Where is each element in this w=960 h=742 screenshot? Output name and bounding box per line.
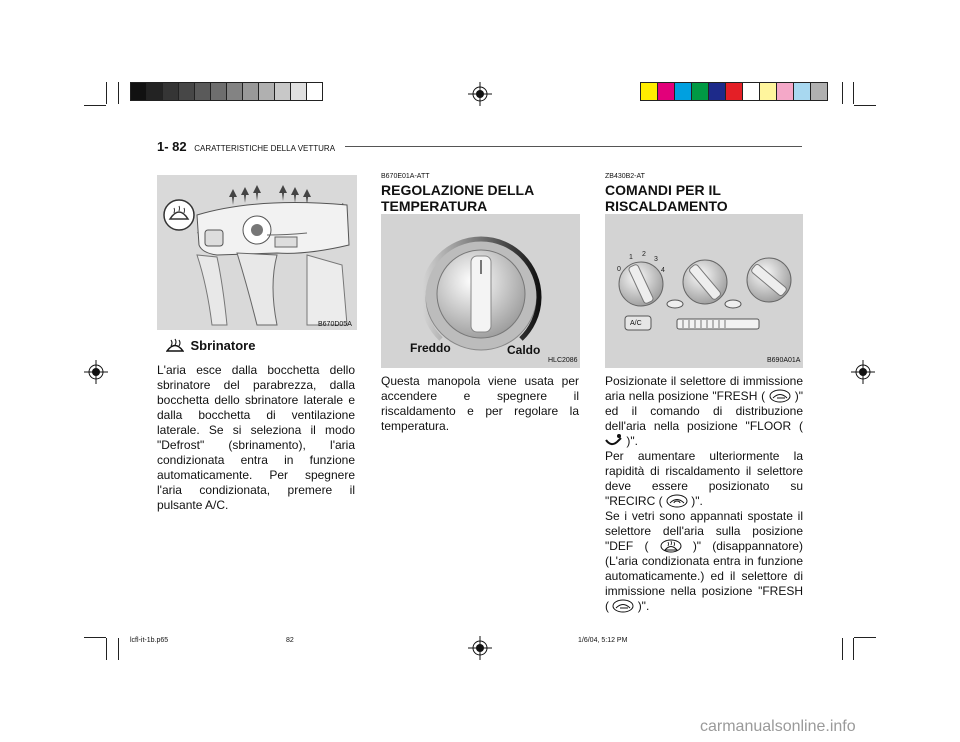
defrost-paragraph: L'aria esce dalla bocchetta dello sbrinatore del parabrezza, dalla bocchetta dello sbrinatore laterale e dalla bocchetta di ventilazione laterale. Se si seleziona il modo "Defrost" (sbrinamento), l'aria condizionata entra in funzione automaticamente. Per spegnere l'aria condizionata, premere il pulsante A/C. [157, 363, 355, 512]
gray-swatch [274, 82, 291, 101]
crop-mark [84, 105, 106, 106]
fresh-air-icon [769, 389, 791, 403]
heating-text-3b: )" (disappannatore) (L'aria condizionata entra in funzione automaticamente.) ed il selettore di immissione nella posizione "FRESH ( [605, 539, 803, 613]
gray-swatch [130, 82, 147, 101]
defrost-heading-text: Sbrinatore [190, 338, 256, 353]
temperature-heading: REGOLAZIONE DELLA TEMPERATURA [381, 182, 534, 214]
gray-swatch [226, 82, 243, 101]
footer-page: 82 [286, 637, 294, 644]
registration-mark-icon [84, 360, 108, 384]
heating-paragraph [605, 374, 803, 614]
color-swatch [640, 82, 658, 101]
gray-swatch [242, 82, 259, 101]
crop-mark [84, 637, 106, 638]
dashboard-illustration [157, 175, 357, 330]
gray-swatch [258, 82, 275, 101]
gray-swatch [162, 82, 179, 101]
color-swatch [759, 82, 777, 101]
color-swatch [793, 82, 811, 101]
svg-text:4: 4 [661, 267, 665, 274]
fresh-air-icon [612, 599, 634, 613]
color-swatch [776, 82, 794, 101]
watermark: carmanualsonline.info [700, 718, 856, 735]
heating-controls-illustration [605, 214, 803, 368]
crop-mark [854, 637, 876, 638]
figure-code: HLC2086 [548, 357, 578, 364]
figure-code: B670D05A [318, 321, 352, 328]
defrost-icon [660, 539, 682, 553]
gray-swatch [306, 82, 323, 101]
heating-text-2a: Per aumentare ulteriormente la rapidità di riscaldamento il selettore deve essere posizionato su "RECIRC ( [605, 449, 803, 508]
color-swatch [810, 82, 828, 101]
page-header [157, 139, 335, 154]
heating-text-3a: Se i vetri sono appannati spostate il selettore dell'aria sulla posizione "DEF ( [605, 509, 803, 553]
registration-mark-icon [468, 82, 492, 106]
heating-controls-heading: COMANDI PER IL RISCALDAMENTO [605, 182, 728, 214]
crop-mark [118, 638, 119, 660]
footer-date: 1/6/04, 5:12 PM [578, 637, 628, 644]
color-swatch [657, 82, 675, 101]
heating-text-1a: Posizionate il selettore di immissione aria nella posizione "FRESH ( [605, 374, 803, 403]
crop-mark [118, 82, 119, 104]
header-rule [345, 146, 802, 147]
section-code: B670E01A-ATT [381, 173, 430, 180]
color-swatch [691, 82, 709, 101]
section-code: ZB430B2-AT [605, 173, 645, 180]
section-title: CARATTERISTICHE DELLA VETTURA [194, 144, 336, 153]
crop-mark [854, 105, 876, 106]
heating-text-3c: )". [637, 599, 650, 613]
registration-mark-icon [851, 360, 875, 384]
color-swatch [674, 82, 692, 101]
crop-mark [842, 82, 843, 104]
gray-swatch [290, 82, 307, 101]
heating-controls-figure [605, 214, 803, 368]
crop-mark [106, 638, 107, 660]
gray-swatch [194, 82, 211, 101]
heating-text-1c: )". [626, 434, 638, 448]
temperature-paragraph: Questa manopola viene usata per accendere e spegnere il riscaldamento e per regolare la temperatura. [381, 374, 579, 433]
gray-swatch [178, 82, 195, 101]
figure-code: B690A01A [767, 357, 801, 364]
color-swatch [742, 82, 760, 101]
gray-swatch [210, 82, 227, 101]
hot-label: Caldo [507, 343, 541, 357]
defrost-heading [166, 337, 255, 355]
ac-button-label: A/C [630, 320, 642, 327]
gray-swatch [146, 82, 163, 101]
dashboard-figure [157, 175, 357, 330]
color-swatch [725, 82, 743, 101]
cold-label: Freddo [410, 341, 451, 355]
heating-text-1b: )" ed il comando di distribuzione dell'aria nella posizione "FLOOR ( [605, 389, 803, 433]
crop-mark [842, 638, 843, 660]
crop-mark [106, 82, 107, 104]
heating-text-2b: )". [691, 494, 703, 508]
svg-text:1: 1 [629, 254, 633, 261]
crop-mark [853, 82, 854, 104]
svg-text:0: 0 [617, 266, 621, 273]
svg-text:2: 2 [642, 251, 646, 258]
registration-mark-icon [468, 636, 492, 660]
defrost-icon [166, 338, 184, 352]
crop-mark [853, 638, 854, 660]
color-swatch [708, 82, 726, 101]
floor-mode-icon [605, 434, 623, 448]
page-number: 1- 82 [157, 139, 187, 154]
footer-file: lcfl-it-1b.p65 [130, 637, 169, 644]
recirc-icon [666, 494, 688, 508]
svg-text:3: 3 [654, 256, 658, 263]
